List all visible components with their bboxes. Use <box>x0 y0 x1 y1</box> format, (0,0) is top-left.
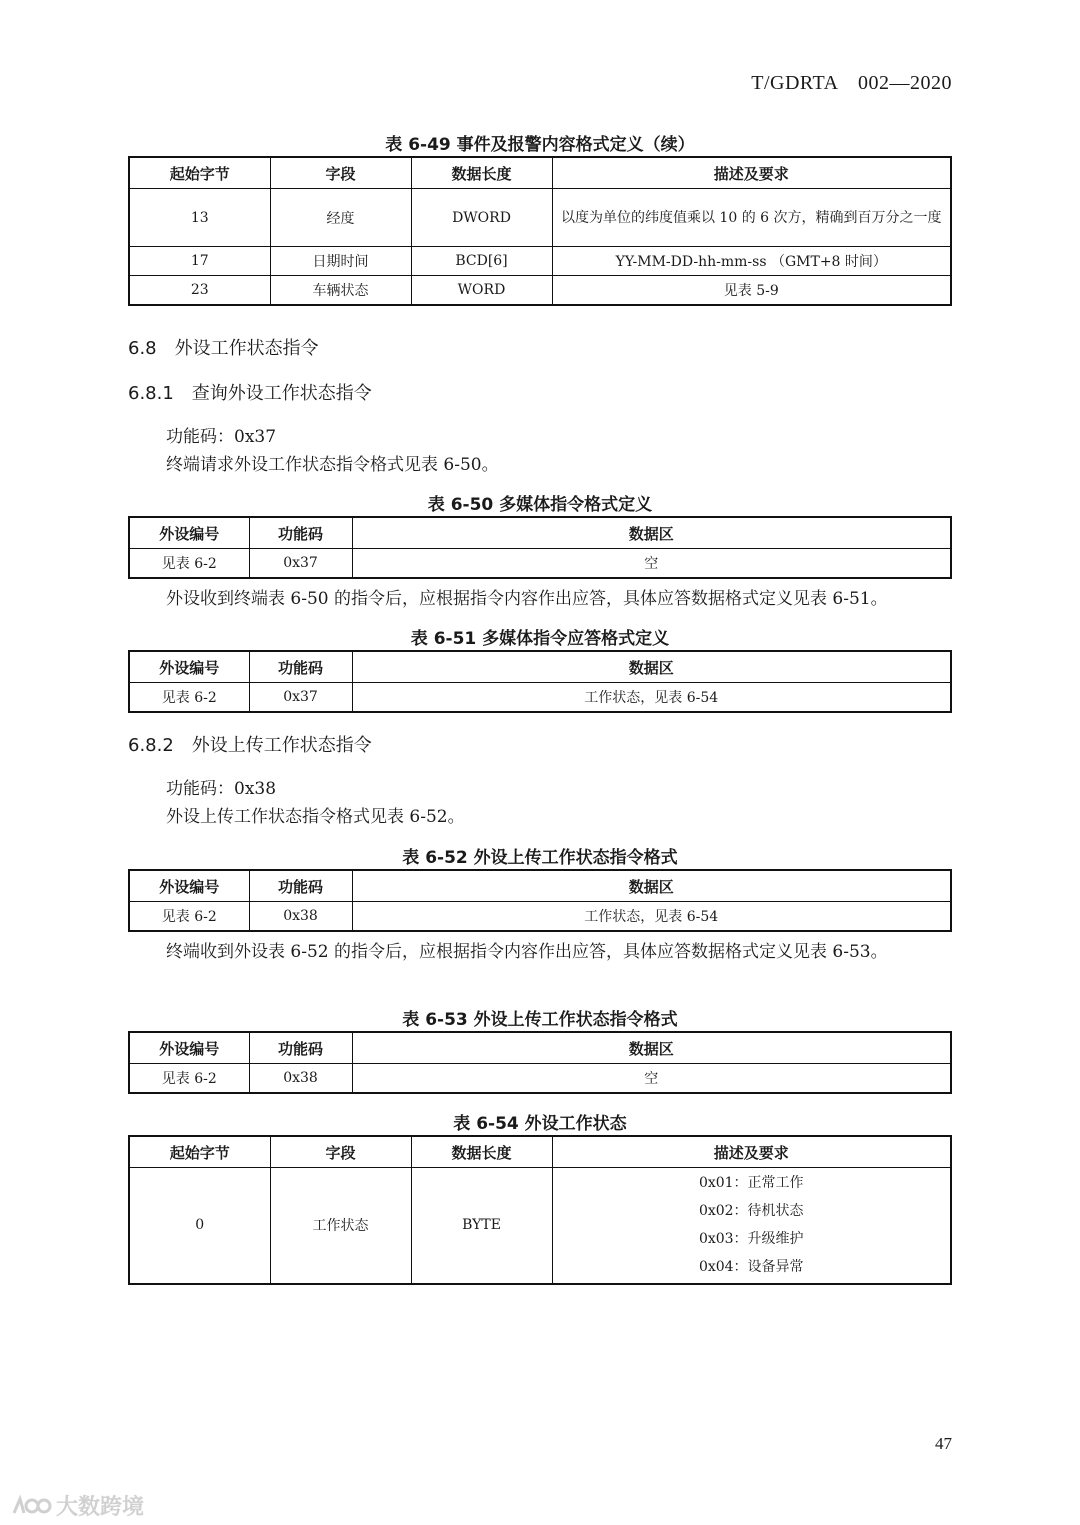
table-row <box>129 276 951 306</box>
table-6-52-caption: 表 6-52 外设上传工作状态指令格式 <box>402 848 678 868</box>
table-header: 数据区 <box>352 651 951 683</box>
section-6-8-2-heading: 6.8.2 外设上传工作状态指令 <box>128 735 372 756</box>
table-row <box>129 902 951 932</box>
table-6-50-followup: 外设收到终端表 6-50 的指令后，应根据指令内容作出应答，具体应答数据格式定义见表 6-51。 <box>166 589 888 609</box>
table-cell: 0 <box>129 1168 270 1284</box>
table-header: 外设编号 <box>129 517 249 549</box>
section-6-8-1-desc: 终端请求外设工作状态指令格式见表 6-50。 <box>166 455 499 475</box>
table-header: 数据长度 <box>411 157 552 189</box>
table-6-54 <box>128 1135 952 1285</box>
page-number: 47 <box>935 1434 952 1453</box>
watermark-logo-icon <box>10 1493 52 1519</box>
table-header: 功能码 <box>249 517 352 549</box>
table-cell: 0x37 <box>249 549 352 579</box>
table-row <box>129 549 951 579</box>
state-list <box>552 1168 951 1284</box>
table-6-52 <box>128 869 952 932</box>
watermark <box>10 1490 144 1521</box>
table-cell: 23 <box>129 276 270 306</box>
table-row <box>129 247 951 276</box>
table-cell: DWORD <box>411 189 552 247</box>
table-cell: 车辆状态 <box>270 276 411 306</box>
table-header: 功能码 <box>249 651 352 683</box>
table-cell: 0x37 <box>249 683 352 713</box>
table-cell: 经度 <box>270 189 411 247</box>
table-6-52-followup: 终端收到外设表 6-52 的指令后，应根据指令内容作出应答，具体应答数据格式定义见表 6-53。 <box>166 942 888 962</box>
table-cell: 以度为单位的纬度值乘以 10 的 6 次方，精确到百万分之一度 <box>552 189 951 247</box>
section-6-8-2-desc: 外设上传工作状态指令格式见表 6-52。 <box>166 807 465 827</box>
table-header: 外设编号 <box>129 1032 249 1064</box>
table-6-50-caption: 表 6-50 多媒体指令格式定义 <box>427 495 653 515</box>
table-cell: BYTE <box>411 1168 552 1284</box>
table-row <box>129 683 951 713</box>
table-cell: 工作状态，见表 6-54 <box>352 683 951 713</box>
table-cell: WORD <box>411 276 552 306</box>
table-row <box>129 1168 951 1284</box>
table-cell: BCD[6] <box>411 247 552 276</box>
table-6-54-caption: 表 6-54 外设工作状态 <box>453 1114 627 1134</box>
function-code-0x37: 功能码：0x37 <box>166 427 277 447</box>
section-6-8-1-heading: 6.8.1 查询外设工作状态指令 <box>128 383 372 404</box>
table-cell: 13 <box>129 189 270 247</box>
table-header: 描述及要求 <box>552 1136 951 1168</box>
table-row <box>129 189 951 247</box>
watermark-text: 大数跨境 <box>56 1495 145 1520</box>
table-6-51-caption: 表 6-51 多媒体指令应答格式定义 <box>410 629 670 649</box>
table-6-53-caption: 表 6-53 外设上传工作状态指令格式 <box>402 1010 678 1030</box>
table-6-49 <box>128 156 952 306</box>
table-cell: 日期时间 <box>270 247 411 276</box>
table-cell: 空 <box>352 549 951 579</box>
table-header: 数据区 <box>352 517 951 549</box>
table-header: 数据长度 <box>411 1136 552 1168</box>
table-header: 起始字节 <box>129 1136 270 1168</box>
table-cell: 空 <box>352 1064 951 1094</box>
table-cell: 工作状态 <box>270 1168 411 1284</box>
table-cell: 0x38 <box>249 1064 352 1094</box>
table-6-49-caption: 表 6-49 事件及报警内容格式定义（续） <box>385 135 695 155</box>
table-header: 起始字节 <box>129 157 270 189</box>
standard-code: T/GDRTA 002—2020 <box>751 72 952 94</box>
table-cell: YY-MM-DD-hh-mm-ss （GMT+8 时间） <box>552 247 951 276</box>
table-header: 字段 <box>270 157 411 189</box>
section-6-8-heading: 6.8 外设工作状态指令 <box>128 338 319 359</box>
table-6-50 <box>128 516 952 579</box>
table-cell: 工作状态，见表 6-54 <box>352 902 951 932</box>
table-6-53 <box>128 1031 952 1094</box>
table-cell: 见表 6-2 <box>129 683 249 713</box>
table-cell: 见表 6-2 <box>129 549 249 579</box>
table-cell: 见表 6-2 <box>129 1064 249 1094</box>
state-item: 0x02：待机状态 <box>698 1203 804 1220</box>
table-cell: 见表 6-2 <box>129 902 249 932</box>
table-6-51 <box>128 650 952 713</box>
table-header: 功能码 <box>249 1032 352 1064</box>
table-header: 描述及要求 <box>552 157 951 189</box>
table-row <box>129 1064 951 1094</box>
table-header: 数据区 <box>352 1032 951 1064</box>
table-header: 字段 <box>270 1136 411 1168</box>
table-header: 功能码 <box>249 870 352 902</box>
table-header: 数据区 <box>352 870 951 902</box>
state-item: 0x03：升级维护 <box>698 1231 804 1248</box>
table-cell: 见表 5-9 <box>552 276 951 306</box>
state-item: 0x01：正常工作 <box>698 1175 804 1192</box>
table-cell: 0x38 <box>249 902 352 932</box>
table-header: 外设编号 <box>129 651 249 683</box>
function-code-0x38: 功能码：0x38 <box>166 779 277 799</box>
table-header: 外设编号 <box>129 870 249 902</box>
table-cell: 17 <box>129 247 270 276</box>
state-item: 0x04：设备异常 <box>698 1259 804 1276</box>
